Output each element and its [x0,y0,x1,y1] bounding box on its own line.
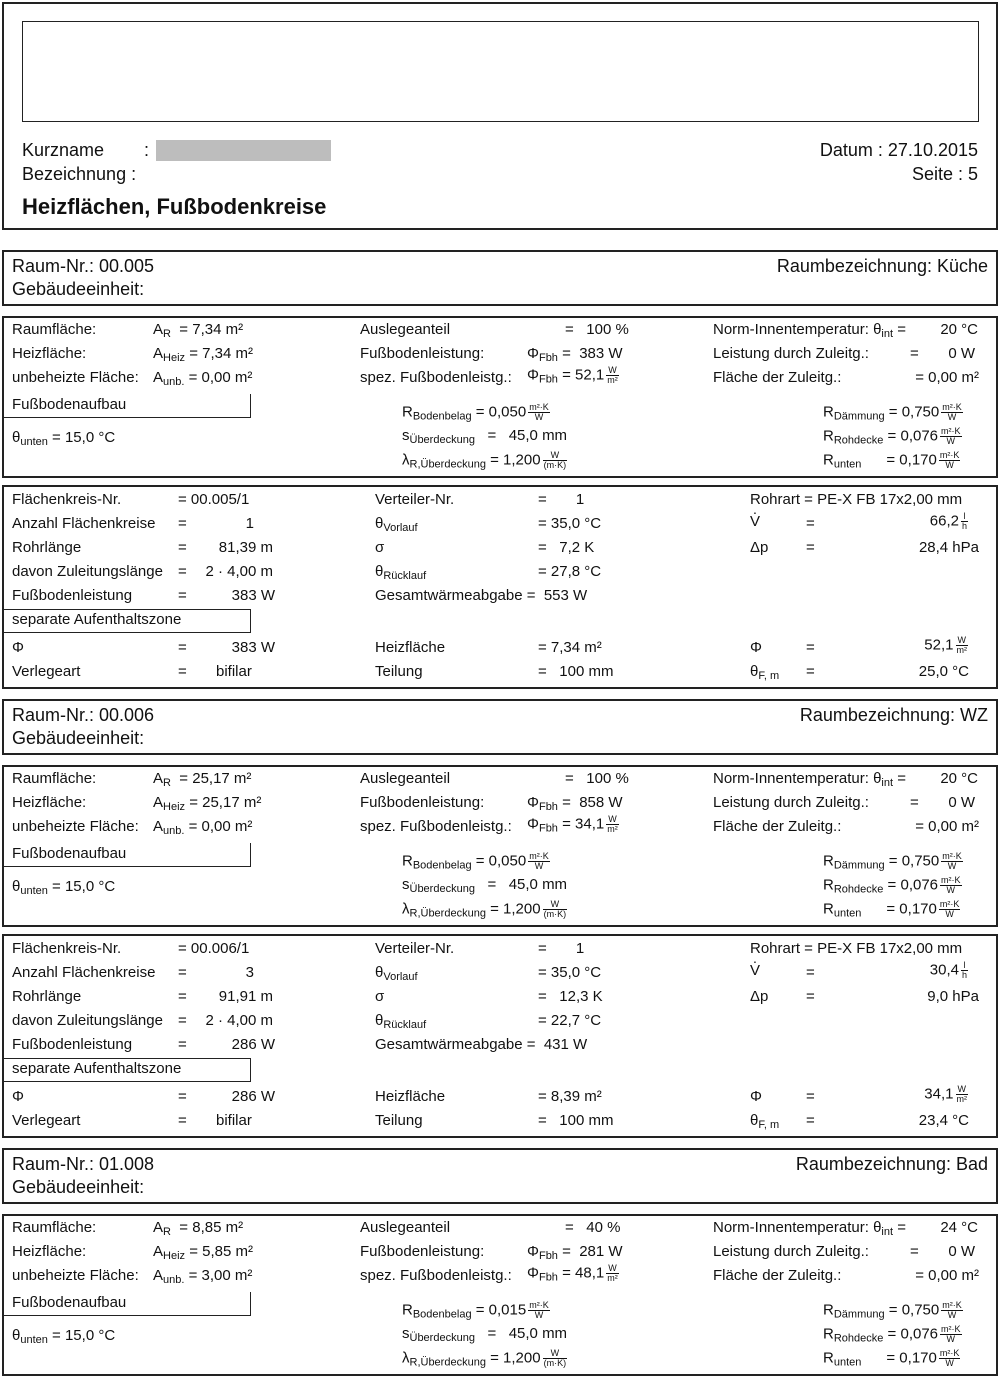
raumflaeche-label: Raumfläche: [12,770,97,787]
zuleitung-leistung-value: 0 W [948,1243,975,1260]
sigma-label: σ [375,539,385,556]
eq: = [178,1112,187,1129]
heizflaeche-label: Heizfläche: [12,1243,87,1260]
theta-ruecklauf-label: $\theta_{Rücklauf}$ [375,563,427,582]
raumflaeche-value: $A_R = 8,85$ m² [153,1219,244,1238]
gebaeudeeinheit-label: Gebäudeeinheit: [12,1177,145,1197]
verteiler-label: Verteiler-Nr. [375,940,455,957]
spez-leistung-value: $\Phi_{Fbh} = 34,1$ $\frac{W}{\text{m²}}$ [527,814,618,835]
unbeheizt-value: $A_{unb.} = 0,00$ m² [153,369,253,388]
auslegeanteil-value: = 40 % [565,1219,621,1236]
sigma-label: σ [375,988,385,1005]
theta-vorlauf-value: = 35,0 °C [538,964,602,981]
r-daemmung: $R_{Dämmung} = 0,750$ $\frac{\text{m²·K}}{W}$ [823,1300,962,1321]
auslegeanteil-label: Auslegeanteil [360,321,451,338]
unbeheizt-value: $A_{unb.} = 0,00$ m² [153,818,253,837]
flaechenkreis-value: = 00.006/1 [178,940,250,957]
eq: = [806,639,815,656]
fussbodenaufbau-label: Fußbodenaufbau [12,845,127,862]
unbeheizt-label: unbeheizte Fläche: [12,1267,139,1284]
eq: = [178,663,187,680]
fussbodenleistung-value: $\Phi_{Fbh} = 281$ W [527,1243,623,1262]
eq: = [178,988,187,1005]
norm-temp-value: 20 °C [940,770,978,787]
norm-temp-label: Norm-Innentemperatur: $\theta_{int}$ = [713,770,906,789]
sigma-value: = 12,3 K [538,988,603,1005]
kurzname-colon: : [144,140,150,160]
zuleitungslaenge-label: davon Zuleitungslänge [12,563,163,580]
spez-leistung-value: $\Phi_{Fbh} = 48,1$ $\frac{W}{\text{m²}}$ [527,1263,618,1284]
room-number: Raum-Nr.: 01.008 [12,1154,155,1174]
norm-temp-value: 24 °C [940,1219,978,1236]
volumenstrom-label: . V [750,513,760,530]
verlegeart-label: Verlegeart [12,663,81,680]
eq: = [806,663,815,680]
eq: = [806,515,815,532]
verlegeart-value: bifilar [216,663,252,680]
dp-value: 28,4 hPa [918,539,979,556]
eq: = [178,964,187,981]
volumenstrom-label: . V [750,962,760,979]
unbeheizt-label: unbeheizte Fläche: [12,818,139,835]
phi2-value: 52,1 $\frac{W}{\text{m²}}$ [924,635,967,655]
r-bodenbelag: $R_{Bodenbelag} = 0,050$ $\frac{\text{m²·K}}{W}$ [402,402,549,423]
eq: = [806,964,815,981]
r-rohdecke: $R_{Rohdecke} = 0,076$ $\frac{\text{m²·K}}{W}$ [823,875,961,896]
eq: = [806,1088,815,1105]
anzahl-label: Anzahl Flächenkreise [12,964,156,981]
gebaeudeeinheit-label: Gebäudeeinheit: [12,279,145,299]
r-daemmung: $R_{Dämmung} = 0,750$ $\frac{\text{m²·K}}{W}$ [823,402,962,423]
teilung-label: Teilung [375,1112,423,1129]
fussbodenaufbau-label: Fußbodenaufbau [12,396,127,413]
unbeheizt-value: $A_{unb.} = 3,00$ m² [153,1267,253,1286]
theta-unten: $\theta_{unten} = 15,0$ °C [12,429,116,448]
verteiler-label: Verteiler-Nr. [375,491,455,508]
rohrart: Rohrart = PE-X FB 17x2,00 mm [750,491,963,508]
zuleitung-flaeche-label: Fläche der Zuleitg.: [713,818,842,835]
fussbodenleistung-label: Fußbodenleistung: [360,794,485,811]
theta-unten: $\theta_{unten} = 15,0$ °C [12,878,116,897]
lambda-ueberdeckung: $\lambda_{R,Überdeckung} = 1,200$ $\frac{W}{(m\cdot K)}$ [402,1348,567,1369]
eq: = [178,1088,187,1105]
heizflaeche-label: Heizfläche: [12,794,87,811]
zuleitung-leistung-label: Leistung durch Zuleitg.: [713,794,869,811]
zuleitung-flaeche-value: = 0,00 m² [915,1267,979,1284]
eq: = [178,639,187,656]
theta-ruecklauf-label: $\theta_{Rücklauf}$ [375,1012,427,1031]
verteiler-value: = 1 [538,940,585,957]
theta-vorlauf-label: $\theta_{Vorlauf}$ [375,964,418,983]
norm-temp-value: 20 °C [940,321,978,338]
sigma-value: = 7,2 K [538,539,595,556]
lambda-ueberdeckung: $\lambda_{R,Überdeckung} = 1,200$ $\frac{W}{(m\cdot K)}$ [402,450,567,471]
phi2-label: Φ [750,1088,762,1105]
logo-placeholder-box [22,21,979,122]
teilung-value: = 100 mm [538,663,614,680]
verteiler-value: = 1 [538,491,585,508]
r-rohdecke: $R_{Rohdecke} = 0,076$ $\frac{\text{m²·K}}{W}$ [823,1324,961,1345]
eq: = [806,539,815,556]
anzahl-value: 3 [245,964,254,981]
phi-value: 286 W [231,1088,275,1105]
phi-label: Φ [12,639,24,656]
s-ueberdeckung: $s_{Überdeckung} = 45,0$ mm [402,427,568,446]
auslegeanteil-value: = 100 % [565,321,629,338]
phi2-label: Φ [750,639,762,656]
s-ueberdeckung: $s_{Überdeckung} = 45,0$ mm [402,1325,568,1344]
raumflaeche-label: Raumfläche: [12,1219,97,1236]
room-name: Raumbezeichnung: Bad [795,1154,988,1174]
eq: = [806,988,815,1005]
heizflaeche2-value: = 8,39 m² [538,1088,602,1105]
gebaeudeeinheit-label: Gebäudeeinheit: [12,728,145,748]
room-name: Raumbezeichnung: Küche [776,256,988,276]
norm-temp-label: Norm-Innentemperatur: $\theta_{int}$ = [713,321,906,340]
fussbodenleistung2-value: 383 W [231,587,275,604]
heizflaeche-value: $A_{Heiz} = 5,85$ m² [153,1243,253,1262]
gesamtwaermeabgabe: Gesamtwärmeabgabe = 431 W [375,1036,588,1053]
room-number: Raum-Nr.: 00.005 [12,256,155,276]
fussbodenleistung-label: Fußbodenleistung: [360,1243,485,1260]
rohrlaenge-value: 91,91 m [218,988,273,1005]
fussbodenleistung-label: Fußbodenleistung: [360,345,485,362]
fussbodenleistung-value: $\Phi_{Fbh} = 858$ W [527,794,623,813]
flaechenkreis-value: = 00.005/1 [178,491,250,508]
rohrlaenge-label: Rohrlänge [12,539,82,556]
zuleitung-leistung-label: Leistung durch Zuleitg.: [713,345,869,362]
r-daemmung: $R_{Dämmung} = 0,750$ $\frac{\text{m²·K}}{W}$ [823,851,962,872]
separate-zone-label: separate Aufenthaltszone [12,1060,182,1077]
rohrart: Rohrart = PE-X FB 17x2,00 mm [750,940,963,957]
norm-temp-label: Norm-Innentemperatur: $\theta_{int}$ = [713,1219,906,1238]
unbeheizt-label: unbeheizte Fläche: [12,369,139,386]
heizflaeche-label: Heizfläche: [12,345,87,362]
dp-value: 9,0 hPa [927,988,979,1005]
volumenstrom-value: 66,2 $\frac{l}{h}$ [929,511,967,531]
eq: = [910,345,919,362]
r-bodenbelag: $R_{Bodenbelag} = 0,015$ $\frac{\text{m²·K}}{W}$ [402,1300,549,1321]
rohrlaenge-label: Rohrlänge [12,988,82,1005]
bezeichnung-label: Bezeichnung : [22,164,137,184]
gesamtwaermeabgabe: Gesamtwärmeabgabe = 553 W [375,587,588,604]
theta-fm-value: 23,4 °C [918,1112,969,1129]
auslegeanteil-label: Auslegeanteil [360,770,451,787]
auslegeanteil-value: = 100 % [565,770,629,787]
fussbodenleistung2-label: Fußbodenleistung [12,587,133,604]
heizflaeche-value: $A_{Heiz} = 25,17$ m² [153,794,262,813]
lambda-ueberdeckung: $\lambda_{R,Überdeckung} = 1,200$ $\frac{W}{(m\cdot K)}$ [402,899,567,920]
phi-value: 383 W [231,639,275,656]
zuleitung-flaeche-value: = 0,00 m² [915,369,979,386]
fussbodenaufbau-label: Fußbodenaufbau [12,1294,127,1311]
r-unten: $R_{unten}$ = 0,170 $\frac{\text{m²·K}}{W}$ [823,1348,960,1369]
eq: = [178,563,187,580]
fussbodenleistung-value: $\Phi_{Fbh} = 383$ W [527,345,623,364]
zuleitungslaenge-value: 2 · 4,00 m [205,563,273,580]
heizflaeche2-label: Heizfläche [375,639,446,656]
teilung-value: = 100 mm [538,1112,614,1129]
zuleitungslaenge-value: 2 · 4,00 m [205,1012,273,1029]
r-unten: $R_{unten}$ = 0,170 $\frac{\text{m²·K}}{W}$ [823,899,960,920]
fussbodenleistung2-value: 286 W [231,1036,275,1053]
zuleitung-flaeche-label: Fläche der Zuleitg.: [713,369,842,386]
dp-label: Δp [750,988,769,1005]
zuleitung-leistung-value: 0 W [948,345,975,362]
auslegeanteil-label: Auslegeanteil [360,1219,451,1236]
eq: = [910,794,919,811]
room-name: Raumbezeichnung: WZ [799,705,988,725]
raumflaeche-value: $A_R = 25,17$ m² [153,770,252,789]
zuleitung-leistung-label: Leistung durch Zuleitg.: [713,1243,869,1260]
theta-ruecklauf-value: = 27,8 °C [538,563,602,580]
zuleitung-leistung-value: 0 W [948,794,975,811]
dp-label: Δp [750,539,769,556]
eq: = [178,1012,187,1029]
theta-ruecklauf-value: = 22,7 °C [538,1012,602,1029]
page-title: Heizflächen, Fußbodenkreise [22,194,327,219]
verlegeart-value: bifilar [216,1112,252,1129]
eq: = [178,587,187,604]
eq: = [178,539,187,556]
teilung-label: Teilung [375,663,423,680]
spez-leistung-label: spez. Fußbodenleistg.: [360,369,512,386]
theta-fm-label: $\theta_{F, m}$ [750,663,780,682]
theta-unten: $\theta_{unten} = 15,0$ °C [12,1327,116,1346]
verlegeart-label: Verlegeart [12,1112,81,1129]
anzahl-label: Anzahl Flächenkreise [12,515,156,532]
zuleitungslaenge-label: davon Zuleitungslänge [12,1012,163,1029]
raumflaeche-value: $A_R = 7,34$ m² [153,321,244,340]
heizflaeche2-value: = 7,34 m² [538,639,602,656]
spez-leistung-value: $\Phi_{Fbh} = 52,1$ $\frac{W}{\text{m²}}$ [527,365,618,386]
eq: = [178,1036,187,1053]
kurzname-label: Kurzname [22,140,105,160]
anzahl-value: 1 [245,515,254,532]
theta-vorlauf-label: $\theta_{Vorlauf}$ [375,515,418,534]
room-number: Raum-Nr.: 00.006 [12,705,155,725]
datum: Datum : 27.10.2015 [819,140,978,160]
raumflaeche-label: Raumfläche: [12,321,97,338]
separate-zone-label: separate Aufenthaltszone [12,611,182,628]
rohrlaenge-value: 81,39 m [218,539,273,556]
r-bodenbelag: $R_{Bodenbelag} = 0,050$ $\frac{\text{m²·K}}{W}$ [402,851,549,872]
heizflaeche-value: $A_{Heiz} = 7,34$ m² [153,345,253,364]
zuleitung-flaeche-label: Fläche der Zuleitg.: [713,1267,842,1284]
s-ueberdeckung: $s_{Überdeckung} = 45,0$ mm [402,876,568,895]
heizflaeche2-label: Heizfläche [375,1088,446,1105]
theta-vorlauf-value: = 35,0 °C [538,515,602,532]
eq: = [910,1243,919,1260]
redacted-kurzname [156,140,331,161]
theta-fm-value: 25,0 °C [918,663,969,680]
r-unten: $R_{unten}$ = 0,170 $\frac{\text{m²·K}}{W}$ [823,450,960,471]
phi2-value: 34,1 $\frac{W}{\text{m²}}$ [924,1084,967,1104]
phi-label: Φ [12,1088,24,1105]
spez-leistung-label: spez. Fußbodenleistg.: [360,1267,512,1284]
r-rohdecke: $R_{Rohdecke} = 0,076$ $\frac{\text{m²·K}}{W}$ [823,426,961,447]
flaechenkreis-label: Flächenkreis-Nr. [12,491,122,508]
flaechenkreis-label: Flächenkreis-Nr. [12,940,122,957]
spez-leistung-label: spez. Fußbodenleistg.: [360,818,512,835]
volumenstrom-value: 30,4 $\frac{l}{h}$ [929,960,967,980]
theta-fm-label: $\theta_{F, m}$ [750,1112,780,1131]
eq: = [178,515,187,532]
eq: = [806,1112,815,1129]
zuleitung-flaeche-value: = 0,00 m² [915,818,979,835]
seite: Seite : 5 [911,164,978,184]
fussbodenleistung2-label: Fußbodenleistung [12,1036,133,1053]
